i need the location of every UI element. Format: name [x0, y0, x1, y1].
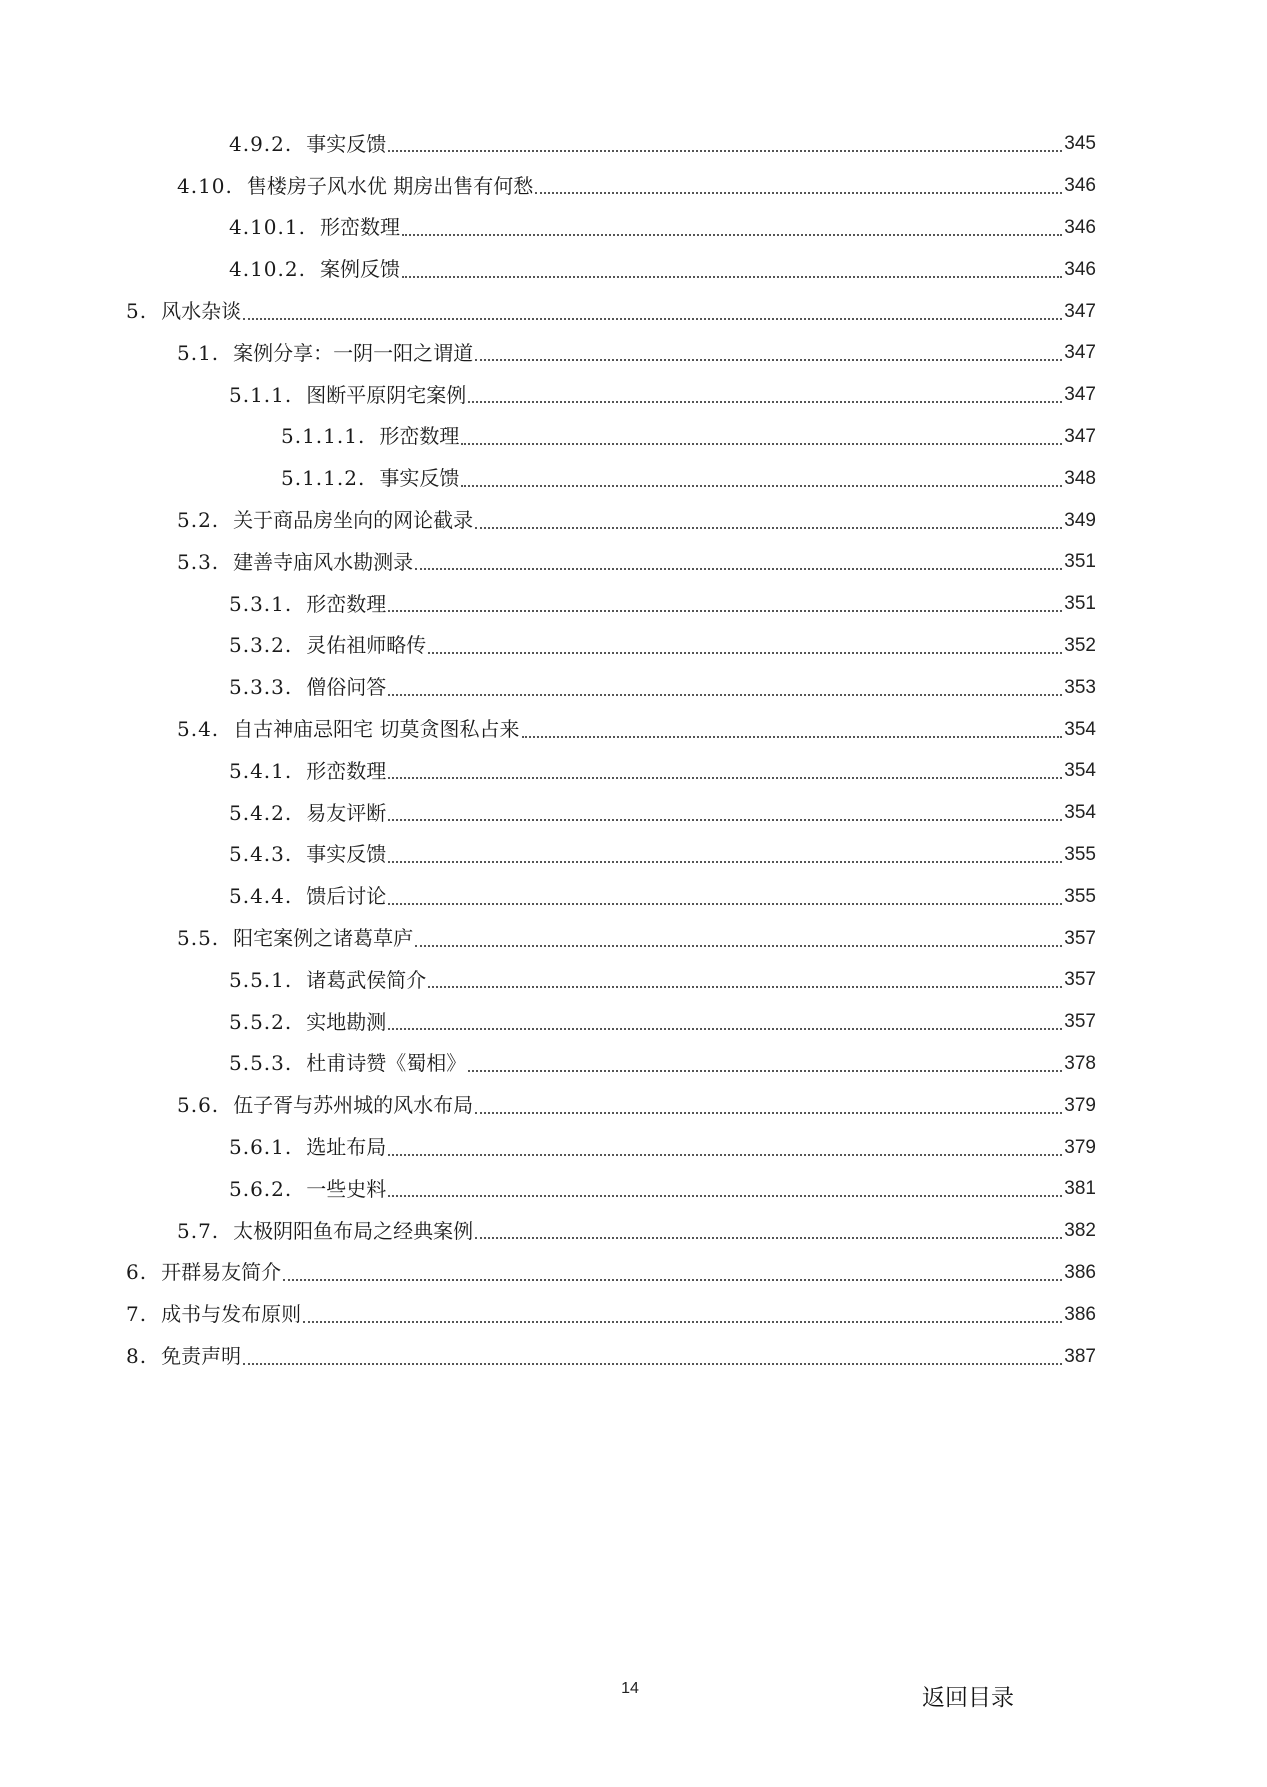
toc-entry-number: 5.4.: [177, 717, 220, 742]
toc-entry[interactable]: [0, 666, 1267, 708]
toc-dot-leader: [388, 149, 1062, 152]
toc-entry-title: 建善寺庙风水勘测录: [233, 549, 414, 574]
toc-entry-page: 349: [1064, 509, 1096, 531]
toc-entry[interactable]: [0, 332, 1267, 374]
toc-entry-number: 7.: [126, 1302, 148, 1327]
toc-dot-leader: [475, 1236, 1062, 1239]
toc-entry-page: 357: [1064, 927, 1096, 949]
toc-entry-number: 5.2.: [177, 508, 220, 533]
toc-entry-page: 354: [1064, 718, 1096, 740]
toc-entry-page: 351: [1064, 551, 1096, 573]
toc-entry-title: 馈后讨论: [306, 884, 387, 909]
toc-entry-number: 5.4.1.: [229, 758, 293, 783]
toc-entry-page: 354: [1064, 760, 1096, 782]
toc-entry-page: 347: [1064, 384, 1096, 406]
toc-dot-leader: [468, 400, 1062, 403]
toc-entry-number: 5.7.: [177, 1218, 220, 1243]
toc-entry[interactable]: [0, 1252, 1267, 1294]
toc-dot-leader: [402, 233, 1062, 236]
toc-entry-number: 5.3.2.: [229, 633, 293, 658]
toc-entry-page: 347: [1064, 425, 1096, 447]
toc-entry[interactable]: [0, 1126, 1267, 1168]
toc-entry-page: 355: [1064, 885, 1096, 907]
toc-entry-number: 5.5.1.: [229, 967, 293, 992]
toc-entry[interactable]: [0, 541, 1267, 583]
toc-entry-title: 事实反馈: [306, 842, 387, 867]
toc-entry[interactable]: [0, 959, 1267, 1001]
toc-entry[interactable]: [0, 750, 1267, 792]
toc-dot-leader: [461, 442, 1062, 445]
toc-entry-page: 351: [1064, 593, 1096, 615]
toc-entry[interactable]: [0, 1293, 1267, 1335]
toc-entry-page: 381: [1064, 1178, 1096, 1200]
toc-entry[interactable]: [0, 875, 1267, 917]
toc-dot-leader: [415, 567, 1062, 570]
toc-entry[interactable]: [0, 416, 1267, 458]
toc-entry-title: 售楼房子风水优 期房出售有何愁: [246, 173, 534, 198]
toc-entry-title: 一些史料: [306, 1176, 387, 1201]
toc-entry-title: 形峦数理: [306, 591, 387, 616]
toc-entry[interactable]: [0, 1210, 1267, 1252]
toc-entry-title: 僧俗问答: [306, 675, 387, 700]
toc-entry-page: 357: [1064, 969, 1096, 991]
toc-entry-page: 353: [1064, 676, 1096, 698]
toc-entry-page: 346: [1064, 216, 1096, 238]
toc-dot-leader: [461, 484, 1062, 487]
toc-entry-number: 5.6.2.: [229, 1176, 293, 1201]
toc-entry-number: 4.10.: [177, 173, 233, 198]
toc-entry-title: 易友评断: [306, 800, 387, 825]
toc-entry-number: 5.3.3.: [229, 675, 293, 700]
toc-dot-leader: [388, 1194, 1062, 1197]
toc-dot-leader: [428, 651, 1062, 654]
toc-entry[interactable]: [0, 625, 1267, 667]
back-to-contents-link[interactable]: 返回目录: [922, 1685, 1014, 1711]
toc-entry-number: 5.5.: [177, 926, 220, 951]
toc-dot-leader: [475, 358, 1062, 361]
toc-entry[interactable]: [0, 165, 1267, 207]
toc-dot-leader: [303, 1320, 1062, 1323]
toc-entry-page: 346: [1064, 258, 1096, 280]
toc-entry-page: 378: [1064, 1052, 1096, 1074]
toc-entry-number: 5.1.: [177, 340, 220, 365]
toc-entry[interactable]: [0, 207, 1267, 249]
toc-dot-leader: [243, 1362, 1062, 1365]
toc-entry[interactable]: [0, 457, 1267, 499]
toc-entry-title: 太极阴阳鱼布局之经典案例: [233, 1218, 474, 1243]
toc-entry[interactable]: [0, 1084, 1267, 1126]
toc-dot-leader: [522, 735, 1063, 738]
toc-entry-number: 5.3.1.: [229, 591, 293, 616]
toc-entry-title: 开群易友简介: [161, 1260, 282, 1285]
toc-entry-title: 关于商品房坐向的网论截录: [233, 508, 474, 533]
toc-dot-leader: [388, 902, 1062, 905]
toc-entry-number: 5.4.3.: [229, 842, 293, 867]
toc-entry-number: 5.1.1.1.: [281, 424, 366, 449]
toc-entry[interactable]: [0, 834, 1267, 876]
toc-entry-page: 347: [1064, 342, 1096, 364]
toc-entry-title: 自古神庙忌阳宅 切莫贪图私占来: [233, 717, 520, 742]
toc-entry[interactable]: [0, 123, 1267, 165]
toc-entry-page: 352: [1064, 634, 1096, 656]
toc-entry-title: 免责声明: [161, 1344, 242, 1368]
toc-dot-leader: [475, 1111, 1062, 1114]
toc-entry[interactable]: [0, 1335, 1267, 1377]
toc-entry-page: 347: [1064, 300, 1096, 322]
toc-entry[interactable]: [0, 792, 1267, 834]
toc-entry[interactable]: [0, 374, 1267, 416]
toc-entry-title: 选址布局: [306, 1135, 387, 1160]
toc-dot-leader: [388, 776, 1062, 779]
toc-dot-leader: [388, 1027, 1062, 1030]
toc-entry-number: 5.4.4.: [229, 884, 293, 909]
toc-entry-title: 案例分享：一阴一阳之谓道: [233, 340, 474, 365]
toc-entry-page: 355: [1064, 843, 1096, 865]
toc-entry-title: 形峦数理: [306, 758, 387, 783]
toc-entry[interactable]: [0, 290, 1267, 332]
toc-entry-title: 灵佑祖师略传: [306, 633, 427, 658]
toc-entry-page: 357: [1064, 1011, 1096, 1033]
toc-entry-title: 阳宅案例之诸葛草庐: [233, 926, 414, 951]
toc-entry-number: 8.: [126, 1344, 148, 1368]
toc-entry-title: 实地勘测: [306, 1009, 387, 1034]
toc-entry-title: 事实反馈: [306, 131, 387, 156]
page-number: 14: [621, 1680, 639, 1697]
toc-entry[interactable]: [0, 1168, 1267, 1210]
toc-dot-leader: [388, 860, 1062, 863]
toc-entry-number: 5.4.2.: [229, 800, 293, 825]
toc-entry-number: 4.10.2.: [229, 257, 306, 282]
toc-dot-leader: [535, 191, 1062, 194]
toc-entry-number: 4.10.1.: [229, 215, 306, 240]
toc-dot-leader: [388, 818, 1062, 821]
toc-dot-leader: [243, 317, 1062, 320]
toc-dot-leader: [283, 1278, 1062, 1281]
toc-dot-leader: [475, 526, 1062, 529]
toc-entry-title: 杜甫诗赞《蜀相》: [306, 1051, 467, 1076]
toc-entry-title: 诸葛武侯简介: [306, 967, 427, 992]
toc-entry-page: 379: [1064, 1136, 1096, 1158]
toc-entry-title: 风水杂谈: [161, 299, 242, 324]
toc-dot-leader: [428, 985, 1062, 988]
toc-entry-page: 386: [1064, 1261, 1096, 1283]
toc-entry-number: 5.1.1.: [229, 382, 293, 407]
toc-dot-leader: [388, 1153, 1062, 1156]
toc-dot-leader: [402, 275, 1062, 278]
toc-dot-leader: [388, 693, 1062, 696]
toc-entry-title: 图断平原阴宅案例: [306, 382, 467, 407]
toc-entry-page: 346: [1064, 175, 1096, 197]
toc-entry-number: 5.3.: [177, 549, 220, 574]
toc-entry-page: 387: [1064, 1345, 1096, 1367]
toc-entry-title: 形峦数理: [319, 215, 400, 240]
toc-entry-page: 379: [1064, 1094, 1096, 1116]
toc-entry-number: 6.: [126, 1260, 148, 1285]
toc-entry[interactable]: [0, 1043, 1267, 1085]
toc-entry-number: 5.1.1.2.: [281, 466, 366, 491]
toc-entry-page: 382: [1064, 1220, 1096, 1242]
toc-entry-page: 386: [1064, 1303, 1096, 1325]
toc-entry[interactable]: [0, 1001, 1267, 1043]
toc-entry-number: 5.5.2.: [229, 1009, 293, 1034]
toc-entry-number: 5.: [126, 299, 148, 324]
toc-entry-number: 5.6.: [177, 1093, 220, 1118]
toc-entry-number: 4.9.2.: [229, 131, 293, 156]
toc-entry-title: 事实反馈: [379, 466, 460, 491]
toc-entry-title: 形峦数理: [379, 424, 460, 449]
toc-entry-page: 348: [1064, 467, 1096, 489]
toc-entry[interactable]: [0, 583, 1267, 625]
toc-dot-leader: [468, 1069, 1062, 1072]
toc-entry-page: 345: [1064, 133, 1096, 155]
toc-entry-page: 354: [1064, 802, 1096, 824]
toc-entry[interactable]: [0, 248, 1267, 290]
toc-dot-leader: [415, 944, 1062, 947]
toc-dot-leader: [388, 609, 1062, 612]
toc-entry-title: 案例反馈: [319, 257, 400, 282]
toc-entry-number: 5.5.3.: [229, 1051, 293, 1076]
toc-entry-number: 5.6.1.: [229, 1135, 293, 1160]
table-of-contents: [0, 123, 1267, 1377]
toc-entry-title: 伍子胥与苏州城的风水布局: [233, 1093, 474, 1118]
toc-entry[interactable]: [0, 917, 1267, 959]
toc-entry-title: 成书与发布原则: [161, 1302, 302, 1327]
toc-entry[interactable]: [0, 499, 1267, 541]
toc-entry[interactable]: [0, 708, 1267, 750]
